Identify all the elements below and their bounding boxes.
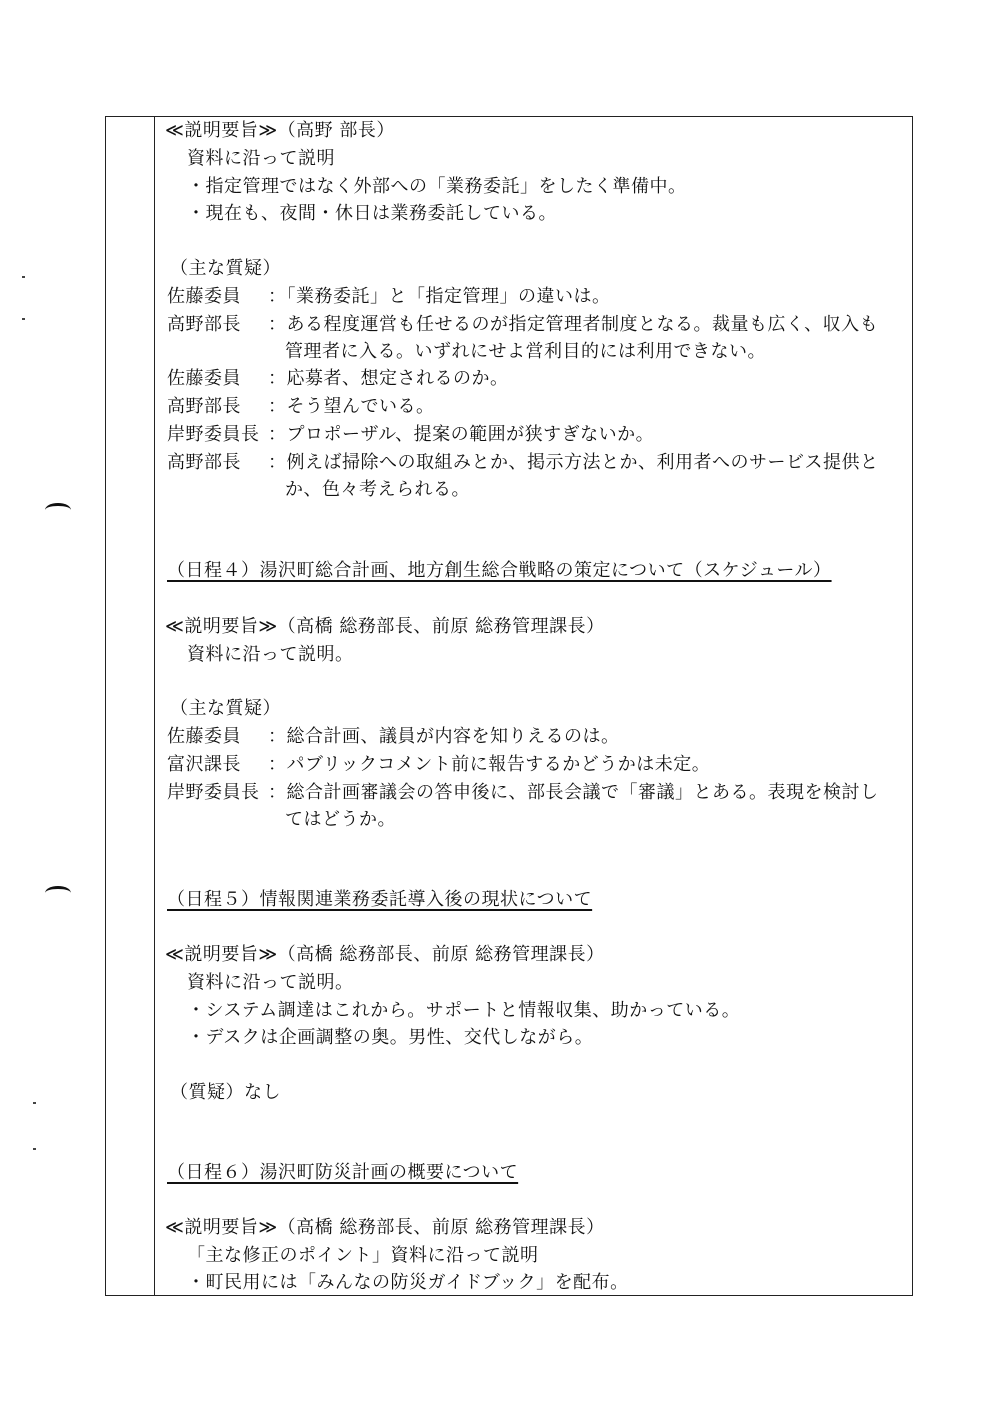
speaker-name: 佐藤委員 [167,286,241,307]
scan-speck [33,1148,36,1150]
bullet-item: ・システム調達はこれから。サポートと情報収集、助かっている。 [187,1000,741,1021]
scan-speck [22,318,25,320]
punch-hole-mark [45,886,71,900]
speaker-name: 岸野委員長 [167,424,260,445]
qa-heading: （主な質疑） [170,258,281,279]
qa-text: ：パブリックコメント前に報告するかどうかは未定。 [268,754,711,775]
qa-text-continued: 管理者に入る。いずれにせよ営利目的には利用できない。 [285,341,766,362]
qa-line: （質疑）なし [170,1082,281,1103]
qa-heading: （主な質疑） [170,698,281,719]
qa-text: ：総合計画審議会の答申後に、部長会議で「審議」とある。表現を検討し [268,782,879,803]
explain-heading: ≪説明要旨≫（高野 部長） [165,120,395,141]
speaker-name: 富沢課長 [167,754,241,775]
bullet-item: ・デスクは企画調整の奥。男性、交代しながら。 [187,1027,594,1048]
speaker-name: 佐藤委員 [167,726,241,747]
speaker-name: 佐藤委員 [167,368,241,389]
speaker-name: 岸野委員長 [167,782,260,803]
qa-text: ：例えば掃除への取組みとか、掲示方法とか、利用者へのサービス提供と [268,452,879,473]
scan-speck [22,276,25,278]
explain-heading: ≪説明要旨≫（高橋 総務部長、前原 総務管理課長） [165,1217,605,1238]
speaker-name: 高野部長 [167,314,241,335]
qa-text: ：そう望んでいる。 [268,396,435,417]
explain-body: 「主な修正のポイント」資料に沿って説明 [187,1245,539,1266]
bullet-item: ・町民用には「みんなの防災ガイドブック」を配布。 [187,1272,629,1293]
section-title: （日程５）情報関連業務委託導入後の現状について [167,889,593,910]
explain-body: 資料に沿って説明。 [187,644,354,665]
qa-text: ：総合計画、議員が内容を知りえるのは。 [268,726,620,747]
explain-heading: ≪説明要旨≫（高橋 総務部長、前原 総務管理課長） [165,616,605,637]
column-divider [154,116,155,1296]
section-title: （日程６）湯沢町防災計画の概要について [167,1162,519,1183]
speaker-name: 高野部長 [167,396,241,417]
qa-text-continued: か、色々考えられる。 [285,479,470,500]
explain-body: 資料に沿って説明。 [187,972,354,993]
section-title: （日程４）湯沢町総合計画、地方創生総合戦略の策定について（スケジュール） [167,560,832,581]
bullet-item: ・指定管理ではなく外部への「業務委託」をしたく準備中。 [187,176,687,197]
qa-text: ：「業務委託」と「指定管理」の違いは。 [268,286,611,307]
punch-hole-mark [45,503,71,517]
qa-text: ：応募者、想定されるのか。 [268,368,509,389]
speaker-name: 高野部長 [167,452,241,473]
explain-body: 資料に沿って説明 [187,148,335,169]
qa-text: ：ある程度運営も任せるのが指定管理者制度となる。裁量も広く、収入も [268,314,879,335]
qa-text-continued: てはどうか。 [285,809,396,830]
scan-speck [33,1102,36,1104]
qa-text: ：プロポーザル、提案の範囲が狭すぎないか。 [268,424,655,445]
explain-heading: ≪説明要旨≫（高橋 総務部長、前原 総務管理課長） [165,944,605,965]
bullet-item: ・現在も、夜間・休日は業務委託している。 [187,203,557,224]
